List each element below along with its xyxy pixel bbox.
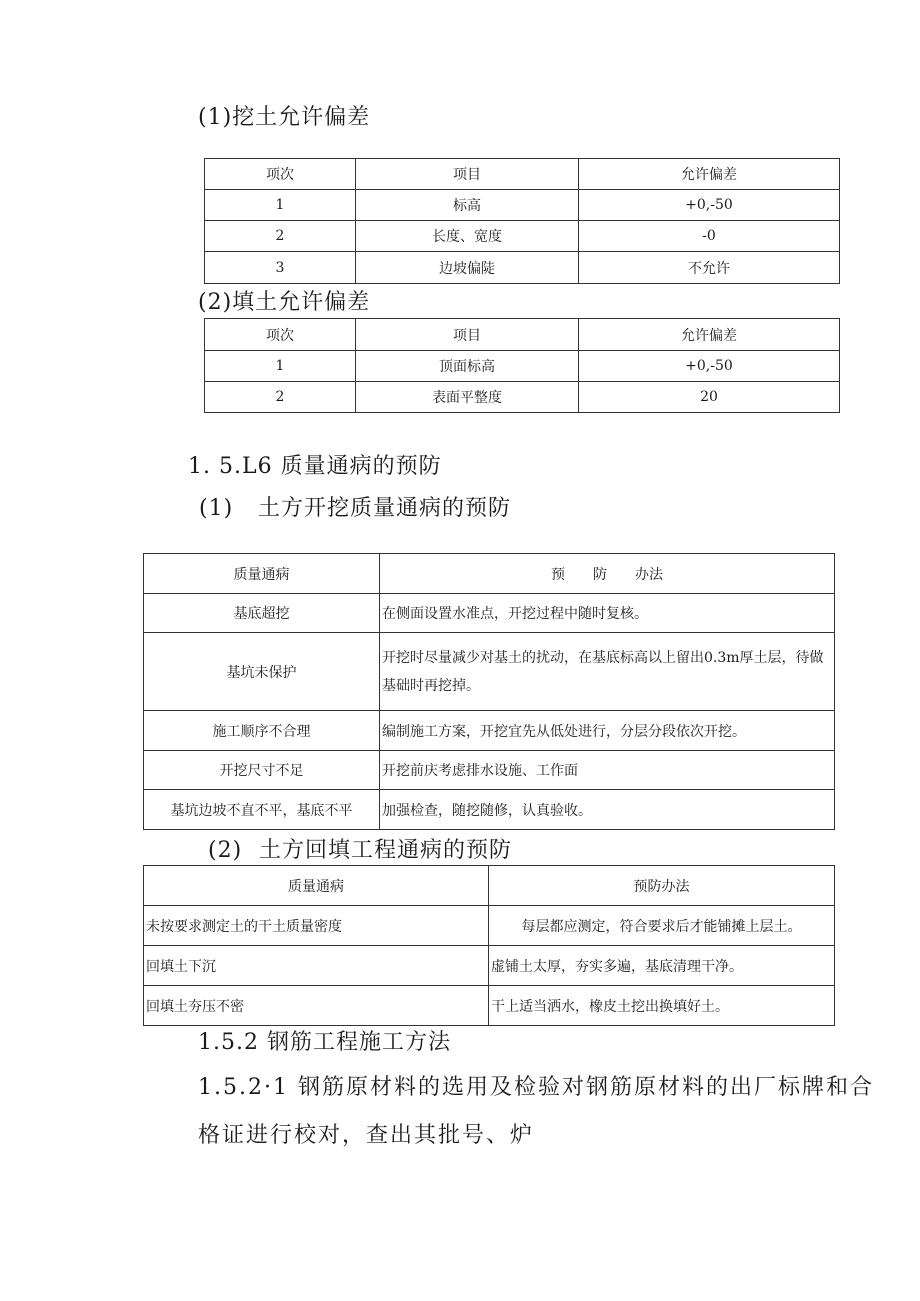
table-cell: 编制施工方案，开挖宜先从低处进行，分层分段依次开挖。 bbox=[380, 711, 835, 751]
table-cell: 虚铺土太厚，夯实多遍，基底清理干净。 bbox=[489, 946, 835, 986]
table-cell: 每层都应测定，符合要求后才能铺摊上层土。 bbox=[489, 906, 835, 946]
table-row bbox=[144, 711, 835, 751]
table-cell: 施工顺序不合理 bbox=[144, 711, 380, 751]
section-heading-rebar-method: 1.5.2 钢筋工程施工方法 bbox=[198, 1030, 451, 1055]
table-cell: 1 bbox=[205, 190, 356, 221]
subsection-title-backfill: 土方回填工程通病的预防 bbox=[259, 838, 513, 863]
table-cell: 回填土下沉 bbox=[144, 946, 489, 986]
paragraph-line: 1.5.2·1 钢筋原材料的选用及检验对钢筋原材料的出厂标牌和合 bbox=[198, 1075, 874, 1100]
table-header-row bbox=[205, 319, 840, 351]
table-cell: +0,-50 bbox=[579, 190, 840, 221]
table-row bbox=[144, 594, 835, 633]
table-cell: 在侧面设置水准点，开挖过程中随时复核。 bbox=[380, 594, 835, 633]
header-cell: 允许偏差 bbox=[579, 159, 840, 190]
fill-tolerance-table bbox=[204, 318, 840, 413]
subsection-number: (2) bbox=[208, 838, 243, 863]
table-cell: 20 bbox=[579, 382, 840, 413]
table-cell: 边坡偏陡 bbox=[356, 252, 579, 284]
table-cell: 表面平整度 bbox=[356, 382, 579, 413]
table-header-row bbox=[144, 866, 835, 906]
header-cell: 预防办法 bbox=[489, 866, 835, 906]
table-cell: 不允许 bbox=[579, 252, 840, 284]
table-row bbox=[144, 986, 835, 1026]
table-header-row bbox=[144, 554, 835, 594]
table-cell: 2 bbox=[205, 221, 356, 252]
header-cell: 项次 bbox=[205, 319, 356, 351]
table-row bbox=[144, 790, 835, 830]
table-cell: 加强检查，随挖随修，认真验收。 bbox=[380, 790, 835, 830]
table-cell: 基坑边坡不直不平，基底不平 bbox=[144, 790, 380, 830]
table-cell: -0 bbox=[579, 221, 840, 252]
table-cell: 顶面标高 bbox=[356, 351, 579, 382]
table-row bbox=[205, 190, 840, 221]
table-cell: 3 bbox=[205, 252, 356, 284]
table-cell: 基坑未保护 bbox=[144, 633, 380, 711]
table-cell: 基底超挖 bbox=[144, 594, 380, 633]
table-cell: 开挖时尽量减少对基土的扰动，在基底标高以上留出0.3m厚土层，待做基础时再挖掉。 bbox=[380, 633, 835, 711]
table-row bbox=[205, 382, 840, 413]
section-heading-fill-tolerance: (2)填土允许偏差 bbox=[198, 290, 371, 315]
table-cell: 干上适当洒水，橡皮土挖出换填好土。 bbox=[489, 986, 835, 1026]
table-row bbox=[144, 633, 835, 711]
table-cell: 1 bbox=[205, 351, 356, 382]
table-cell: 长度、宽度 bbox=[356, 221, 579, 252]
table-cell: 回填土夯压不密 bbox=[144, 986, 489, 1026]
excavation-tolerance-table bbox=[204, 158, 840, 284]
header-cell: 项次 bbox=[205, 159, 356, 190]
backfill-defects-table bbox=[143, 865, 835, 1026]
table-row bbox=[205, 221, 840, 252]
header-cell: 项目 bbox=[356, 319, 579, 351]
header-cell: 质量通病 bbox=[144, 866, 489, 906]
table-header-row bbox=[205, 159, 840, 190]
header-cell: 项目 bbox=[356, 159, 579, 190]
paragraph-line: 格证进行校对，查出其批号、炉 bbox=[198, 1123, 535, 1148]
table-row bbox=[205, 351, 840, 382]
table-cell: 未按要求测定土的干土质量密度 bbox=[144, 906, 489, 946]
table-row bbox=[144, 906, 835, 946]
header-cell: 允许偏差 bbox=[579, 319, 840, 351]
header-cell: 质量通病 bbox=[144, 554, 380, 594]
table-cell: 2 bbox=[205, 382, 356, 413]
subsection-title-excavation: 土方开挖质量通病的预防 bbox=[258, 496, 512, 521]
table-cell: +0,-50 bbox=[579, 351, 840, 382]
table-row bbox=[205, 252, 840, 284]
section-heading-excavation-tolerance: (1)挖土允许偏差 bbox=[198, 105, 371, 130]
table-row bbox=[144, 751, 835, 790]
table-row bbox=[144, 946, 835, 986]
excavation-defects-table bbox=[143, 553, 835, 830]
header-cell: 预 防 办法 bbox=[380, 554, 835, 594]
table-cell: 开挖前庆考虑排水设施、工作面 bbox=[380, 751, 835, 790]
table-cell: 标高 bbox=[356, 190, 579, 221]
subsection-number: (1) bbox=[199, 496, 234, 521]
table-cell: 开挖尺寸不足 bbox=[144, 751, 380, 790]
section-heading-quality-defects: 1. 5.L6 质量通病的预防 bbox=[188, 454, 442, 479]
